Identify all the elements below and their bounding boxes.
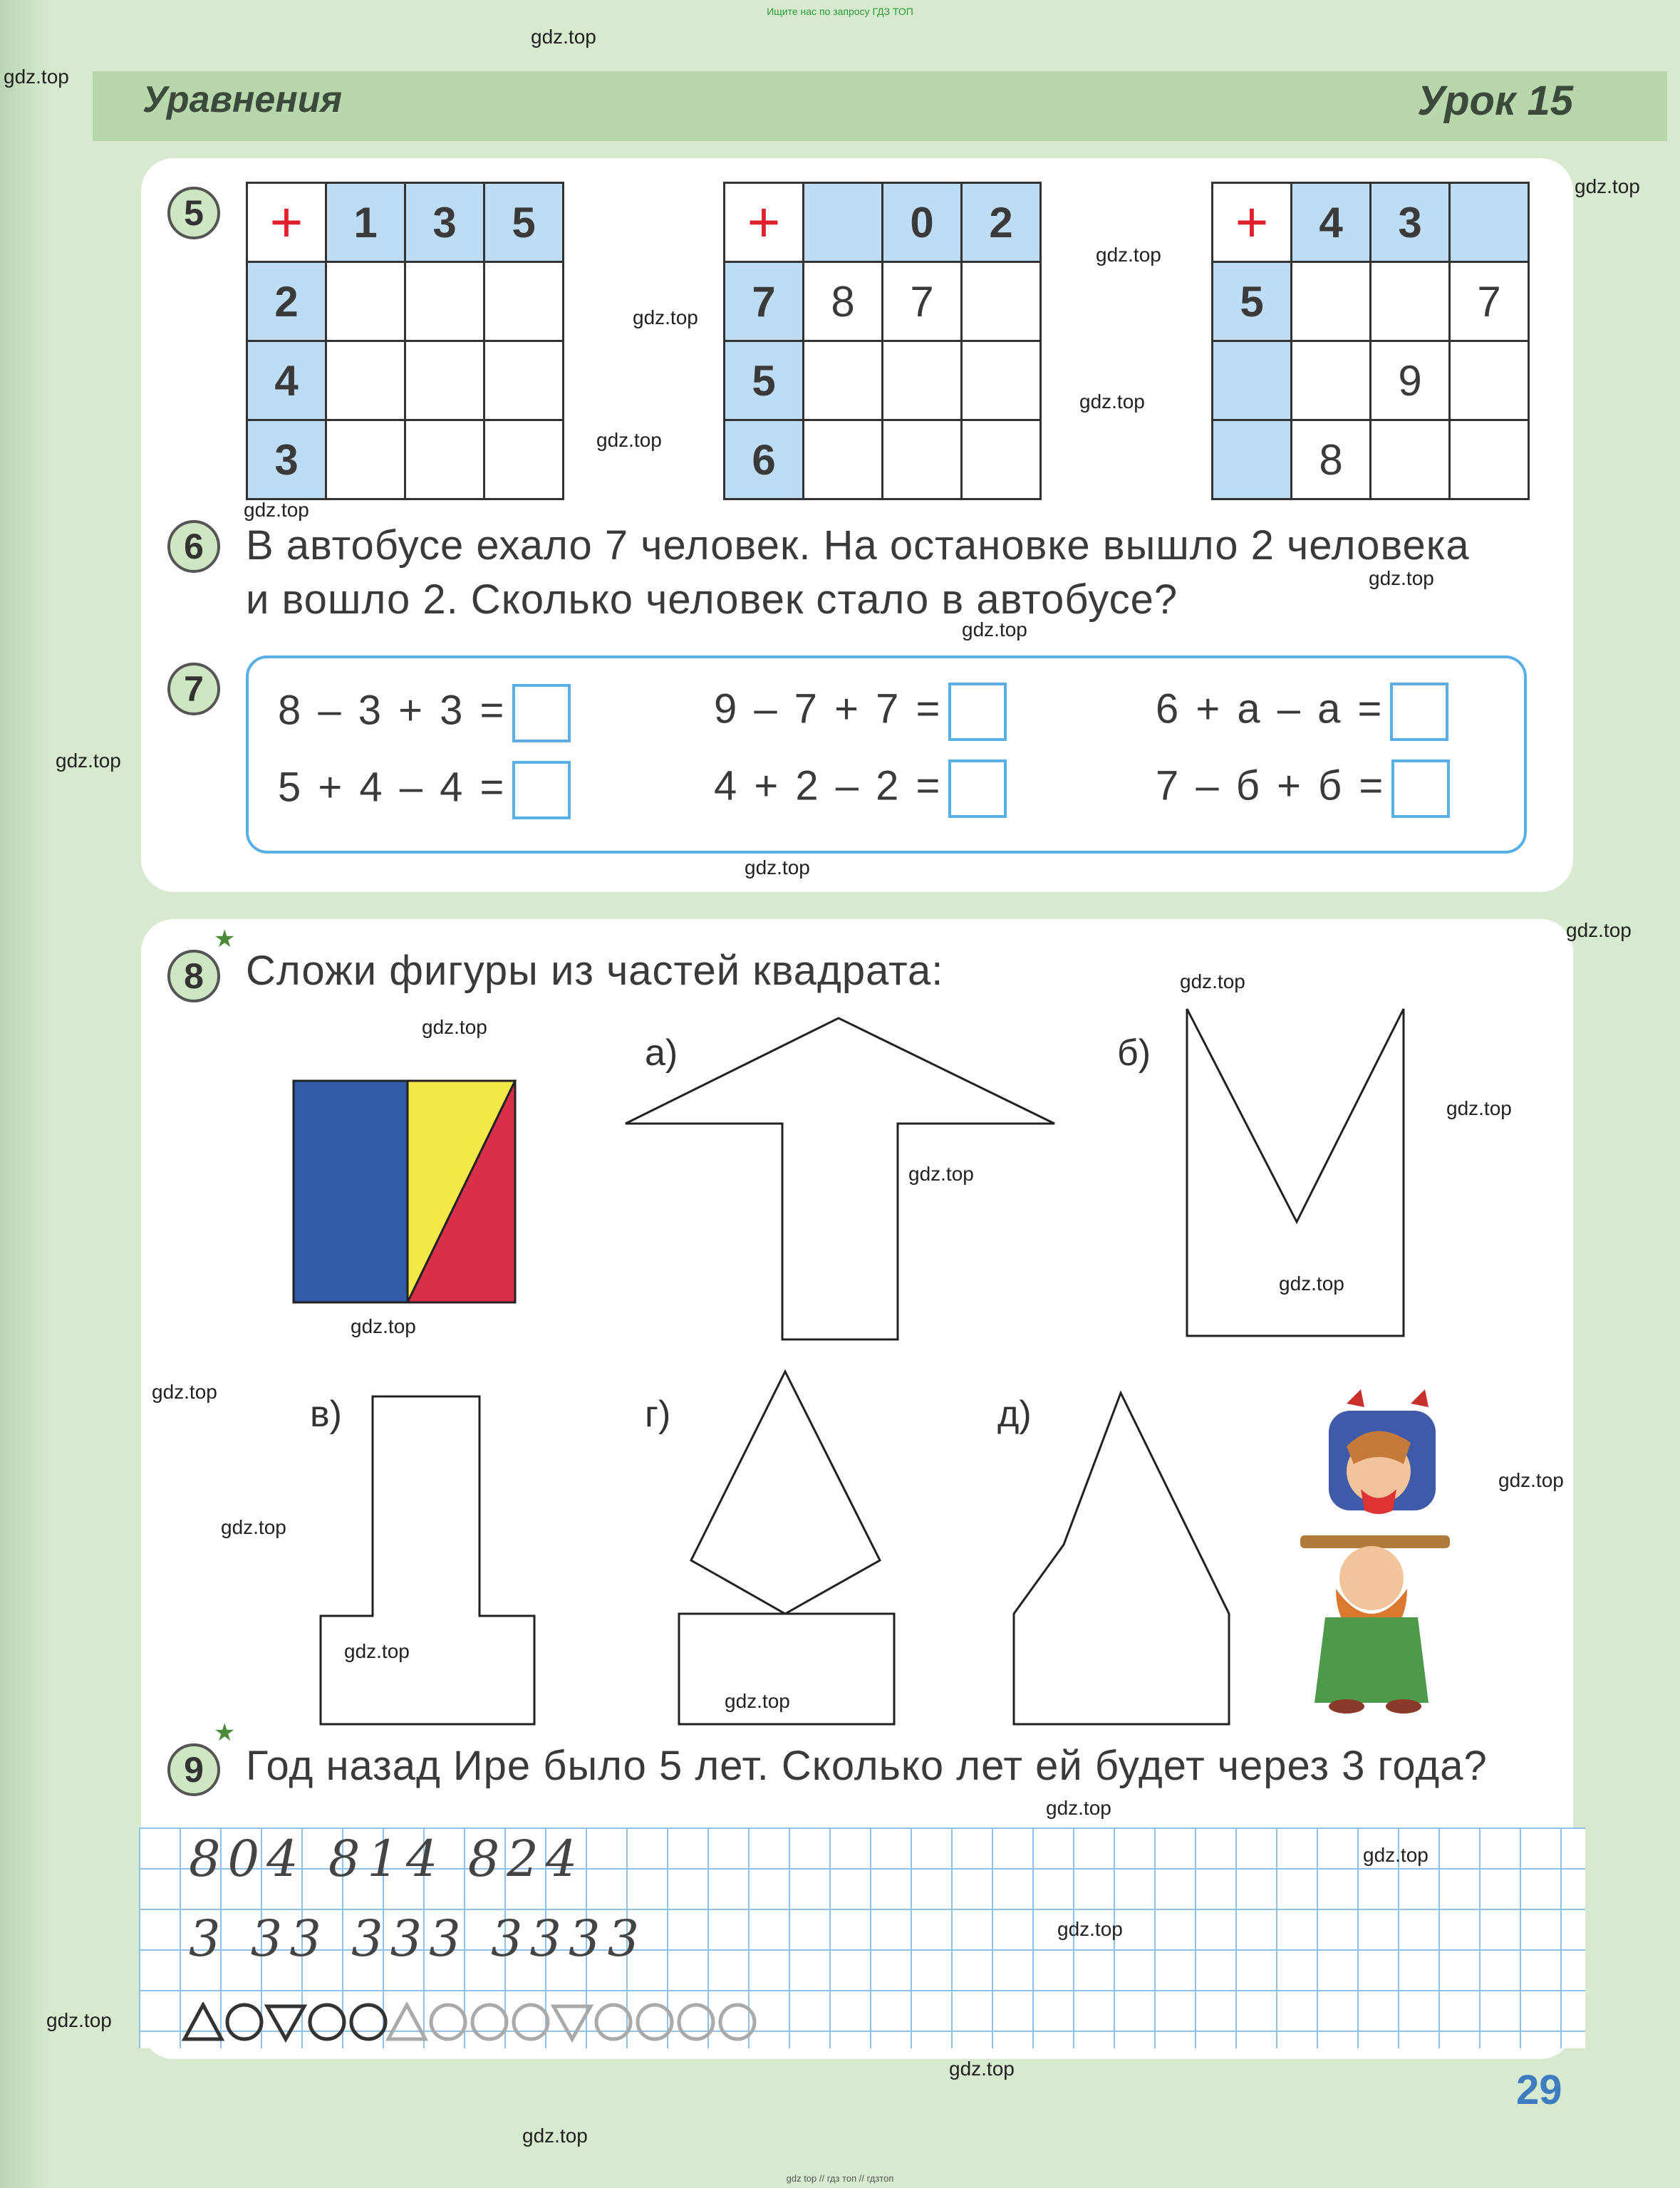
row-header: 4 [247, 341, 326, 420]
addition-table-3 [1211, 182, 1530, 500]
watermark: gdz.top [596, 429, 662, 451]
table-cell[interactable] [484, 341, 564, 420]
page-number: 29 [1516, 2067, 1562, 2113]
table-cell[interactable] [1292, 341, 1371, 420]
copybook-row-1: 804 814 824 [189, 1830, 585, 1888]
circle-icon [310, 2005, 344, 2039]
answer-box[interactable] [948, 759, 1007, 818]
table-cell[interactable] [326, 420, 405, 499]
figure-label-g: г) [645, 1394, 671, 1435]
figure-arrow [620, 1015, 1062, 1343]
figure-label-b: б) [1117, 1032, 1151, 1074]
equation [1156, 683, 1448, 741]
answer-box[interactable] [512, 761, 571, 819]
watermark: gdz.top [1446, 1097, 1512, 1119]
task-number-5: 5 [167, 187, 220, 239]
triangle-down-icon [554, 2006, 591, 2039]
watermark: gdz.top [4, 66, 69, 88]
lesson-number: Урок 15 [1417, 78, 1573, 124]
equation [278, 684, 571, 742]
answer-box[interactable] [1390, 683, 1448, 741]
plus-sign: + [725, 183, 804, 262]
figure-house-outline [1014, 1393, 1229, 1724]
figure-t-shape-outline [321, 1396, 534, 1724]
watermark: gdz.top [531, 26, 596, 48]
top-banner: Ищите нас по запросу ГДЗ ТОП [767, 6, 913, 17]
table-cell[interactable] [1450, 341, 1529, 420]
watermark: gdz.top [56, 750, 121, 772]
row-header[interactable] [1213, 420, 1292, 499]
watermark: gdz.top [344, 1640, 410, 1662]
watermark: gdz.top [351, 1315, 416, 1337]
table-cell: 8 [804, 262, 883, 341]
circle-icon [227, 2005, 261, 2039]
watermark: gdz.top [1363, 1844, 1428, 1866]
table-cell: 7 [1450, 262, 1529, 341]
task-number-8: 8 [167, 950, 220, 1002]
figure-house [1008, 1389, 1236, 1728]
watermark: gdz.top [1079, 390, 1145, 413]
table-cell[interactable] [1371, 262, 1450, 341]
watermark: gdz.top [422, 1016, 487, 1038]
equation-text: 9 – 7 + 7 = [714, 685, 943, 732]
tangram-square [292, 1079, 517, 1304]
table-cell[interactable] [1371, 420, 1450, 499]
table-cell[interactable] [484, 262, 564, 341]
watermark: gdz.top [908, 1163, 974, 1185]
copybook-shapes-row [182, 2002, 773, 2045]
task-number-6: 6 [167, 520, 220, 573]
equation [278, 761, 571, 819]
addition-table-2 [723, 182, 1042, 500]
star-icon: ★ [214, 926, 236, 953]
watermark: gdz.top [1180, 970, 1245, 992]
watermark: gdz.top [1498, 1469, 1564, 1491]
blue-rectangle [294, 1081, 408, 1302]
watermark: gdz.top [244, 499, 309, 521]
table-cell[interactable] [405, 262, 484, 341]
watermark: gdz.top [1369, 567, 1434, 589]
row-header: 6 [725, 420, 804, 499]
circle-icon [431, 2005, 465, 2039]
answer-box[interactable] [1391, 759, 1450, 818]
col-header: 3 [1371, 183, 1450, 262]
watermark: gdz.top [46, 2009, 112, 2031]
circle-icon [514, 2005, 548, 2039]
equation-text: 8 – 3 + 3 = [278, 687, 507, 734]
table-cell: 8 [1292, 420, 1371, 499]
figure-label-a: а) [645, 1032, 678, 1074]
circle-icon [351, 2005, 385, 2039]
col-header: 5 [484, 183, 564, 262]
copybook-row-2: 3 33 333 3333 [189, 1909, 647, 1968]
col-header[interactable] [1450, 183, 1529, 262]
watermark: gdz.top [1096, 244, 1161, 266]
table-cell[interactable] [405, 341, 484, 420]
row-header[interactable] [1213, 341, 1292, 420]
answer-box[interactable] [948, 683, 1007, 741]
table-cell: 7 [883, 262, 962, 341]
task-8-text: Сложи фигуры из частей квадрата: [246, 948, 944, 994]
table-cell[interactable] [405, 420, 484, 499]
answer-box[interactable] [512, 684, 571, 742]
row-header: 2 [247, 262, 326, 341]
figure-arrow-shape [626, 1018, 1054, 1339]
watermark: gdz.top [152, 1381, 217, 1403]
task-number-9: 9 [167, 1743, 220, 1796]
watermark: gdz.top [949, 2058, 1015, 2080]
circle-icon [679, 2005, 713, 2039]
triangle-down-icon [267, 2006, 304, 2039]
table-cell[interactable] [326, 341, 405, 420]
task-9-text: Год назад Ире было 5 лет. Сколько лет ей будет через 3 года? [246, 1743, 1488, 1789]
watermark: gdz.top [1279, 1272, 1344, 1295]
watermark: gdz.top [1057, 1918, 1123, 1940]
task-6-line-2: и вошло 2. Сколько человек стало в автобусе? [246, 576, 1178, 623]
table-cell[interactable] [1450, 420, 1529, 499]
watermark: gdz.top [1046, 1797, 1111, 1819]
equation [714, 759, 1007, 818]
watermark: gdz.top [1566, 919, 1632, 941]
circle-icon [472, 2005, 507, 2039]
watermark: gdz.top [962, 618, 1027, 641]
col-header: 4 [1292, 183, 1371, 262]
equation-text: 7 – б + б = [1156, 762, 1386, 809]
table-cell[interactable] [326, 262, 405, 341]
row-header: 7 [725, 262, 804, 341]
star-icon: ★ [214, 1719, 236, 1746]
task-6-line-1: В автобусе ехало 7 человек. На остановке вышло 2 человека [246, 522, 1470, 569]
circle-icon [596, 2005, 631, 2039]
circle-icon [638, 2005, 672, 2039]
circle-icon [720, 2005, 755, 2039]
table-cell[interactable] [883, 420, 962, 499]
row-header: 3 [247, 420, 326, 499]
table-cell[interactable] [962, 420, 1041, 499]
equation-text: 5 + 4 – 4 = [278, 764, 507, 811]
figure-label-v: в) [310, 1394, 342, 1435]
bottom-banner: gdz top // гдз топ // гдзтоп [786, 2173, 894, 2184]
col-header: 1 [326, 183, 405, 262]
table-cell[interactable] [1292, 262, 1371, 341]
col-header: 2 [962, 183, 1041, 262]
triangle-icon [185, 2005, 222, 2039]
triangle-icon [388, 2005, 425, 2039]
table-cell[interactable] [962, 341, 1041, 420]
table-cell[interactable] [962, 262, 1041, 341]
watermark: gdz.top [725, 1690, 790, 1712]
watermark: gdz.top [745, 856, 810, 878]
table-cell[interactable] [804, 420, 883, 499]
col-header: 3 [405, 183, 484, 262]
plus-sign: + [1213, 183, 1292, 262]
equation-text: 6 + а – а = [1156, 685, 1385, 732]
col-header: 0 [883, 183, 962, 262]
watermark: gdz.top [522, 2125, 588, 2147]
page-title: Уравнения [142, 79, 343, 120]
figure-kite-rect [673, 1368, 901, 1728]
watermark: gdz.top [221, 1516, 286, 1538]
book-spine [0, 0, 50, 2188]
row-header: 5 [725, 341, 804, 420]
watermark: gdz.top [633, 306, 698, 328]
table-cell[interactable] [484, 420, 564, 499]
figure-t-shape [317, 1393, 538, 1728]
equation [1156, 759, 1450, 818]
plus-sign: + [247, 183, 326, 262]
figure-kite [691, 1372, 880, 1614]
watermark: gdz.top [1575, 175, 1640, 197]
equation-text: 4 + 2 – 2 = [714, 762, 943, 809]
table-cell[interactable] [804, 341, 883, 420]
cartoon-illustration [1297, 1382, 1453, 1717]
col-header[interactable] [804, 183, 883, 262]
table-cell: 9 [1371, 341, 1450, 420]
equation [714, 683, 1007, 741]
addition-table-1 [246, 182, 564, 500]
task-number-7: 7 [167, 663, 220, 715]
row-header: 5 [1213, 262, 1292, 341]
table-cell[interactable] [883, 341, 962, 420]
figure-label-d: д) [997, 1394, 1032, 1435]
